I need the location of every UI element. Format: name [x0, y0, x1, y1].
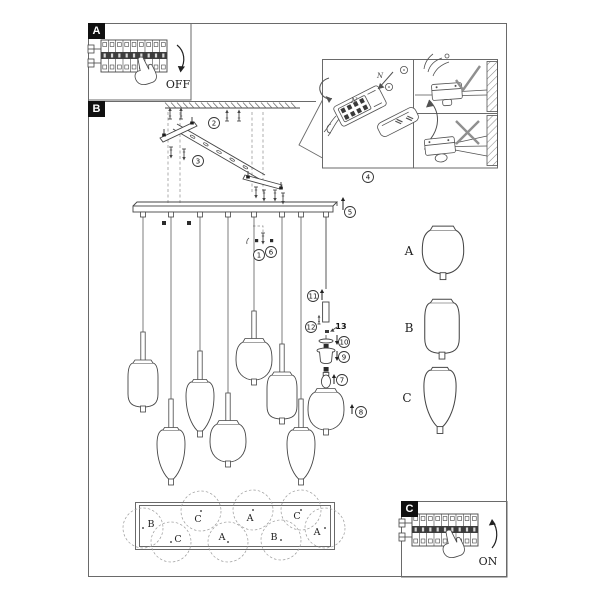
- lamp-shade-a: [422, 226, 463, 279]
- step-marker-10: [339, 337, 350, 348]
- section-c-label: C: [401, 501, 418, 517]
- lamp-shade-a: [236, 339, 272, 386]
- layout-position-letter: A: [313, 527, 321, 538]
- ceiling-and-bracket: [160, 108, 300, 204]
- screw-icon: [281, 193, 285, 205]
- layout-position-letter: C: [293, 511, 301, 522]
- svg-text:13: 13: [335, 321, 347, 331]
- layout-position-letter: A: [246, 513, 254, 524]
- step-marker-8: [356, 407, 367, 418]
- svg-text:8: 8: [358, 408, 364, 417]
- wire-mark-n2: N: [377, 72, 384, 80]
- step-marker-13: [335, 322, 346, 331]
- layout-position-letter: B: [270, 532, 278, 543]
- lamp-shade-c: [157, 428, 185, 486]
- lamp-shade-a: [308, 389, 344, 436]
- pendant-lamp: [128, 217, 158, 412]
- layout-position-letter: A: [218, 532, 226, 543]
- screw-icon: [168, 108, 172, 120]
- svg-text:9: 9: [341, 353, 347, 362]
- legend-letter: B: [404, 321, 414, 335]
- canopy-bar: [133, 202, 337, 244]
- exploded-hardware: [317, 217, 337, 388]
- step-marker-4: [363, 172, 374, 183]
- step-marker-9: [339, 352, 350, 363]
- pendant-cluster: [128, 212, 347, 485]
- direction-arrow-icon: [341, 197, 345, 210]
- section-b-label: B: [88, 101, 105, 117]
- step-marker-11: [308, 291, 319, 302]
- check-icon: [456, 66, 480, 90]
- lamp-shade-c: [424, 367, 456, 433]
- pendant-lamp: [287, 217, 315, 485]
- lamp-shade-c: [287, 428, 315, 486]
- legend-letter: C: [402, 391, 412, 405]
- direction-arrow-icon: [350, 404, 354, 414]
- lamp-shade-b: [425, 299, 460, 359]
- step-marker-6: [266, 247, 277, 258]
- detail-inset-art: [320, 54, 498, 166]
- layout-plan-bar: [136, 503, 335, 550]
- step-marker-5: [345, 207, 356, 218]
- screw-icon: [182, 149, 186, 161]
- svg-text:5: 5: [347, 208, 353, 217]
- step-marker-3: [193, 156, 204, 167]
- layout-position-letter: C: [194, 514, 202, 525]
- pendant-lamp: [157, 217, 185, 485]
- wire-mark-n1: N: [351, 97, 358, 105]
- breaker-panel-on: [399, 514, 497, 560]
- lamp-shade-b: [267, 372, 297, 424]
- shade-legend: [402, 226, 463, 433]
- lamp-shade-b: [128, 360, 158, 412]
- svg-text:4: 4: [365, 173, 371, 182]
- lamp-shade-c: [186, 380, 214, 438]
- direction-arrow-icon: [320, 289, 324, 300]
- screw-icon: [317, 315, 320, 324]
- step-marker-7: [337, 375, 348, 386]
- lamp-shade-a: [210, 421, 246, 468]
- screw-icon: [254, 187, 258, 199]
- pendant-lamp: [186, 217, 214, 437]
- svg-text:1: 1: [256, 251, 262, 260]
- legend-letter: A: [404, 244, 414, 258]
- pendant-lamp: [236, 217, 272, 385]
- svg-text:3: 3: [195, 157, 201, 166]
- exploded-shade: [308, 389, 344, 436]
- layout-position-letter: C: [174, 534, 182, 545]
- ceiling-hatch: [165, 103, 296, 109]
- svg-text:12: 12: [306, 323, 316, 332]
- step-marker-12: [306, 322, 317, 333]
- layout-plan-positions: [123, 490, 345, 562]
- svg-text:11: 11: [308, 292, 318, 301]
- svg-text:7: 7: [339, 376, 345, 385]
- svg-text:2: 2: [211, 119, 217, 128]
- junction-box: [333, 85, 388, 127]
- screw-icon: [273, 190, 277, 202]
- screw-icon: [237, 110, 241, 122]
- section-a-label: A: [88, 23, 105, 39]
- screw-icon: [169, 147, 173, 159]
- screw-icon: [225, 110, 229, 122]
- on-label: ON: [478, 555, 498, 568]
- direction-arrow-icon: [332, 374, 336, 384]
- step-marker-2: [209, 118, 220, 129]
- pendant-lamp: [210, 217, 246, 467]
- step-marker-1: [254, 250, 265, 261]
- svg-text:10: 10: [339, 338, 349, 347]
- layout-position-letter: B: [147, 519, 155, 530]
- off-label: OFF: [165, 78, 191, 91]
- screw-icon: [261, 233, 265, 245]
- mains-wires: [324, 116, 339, 136]
- svg-text:6: 6: [268, 248, 274, 257]
